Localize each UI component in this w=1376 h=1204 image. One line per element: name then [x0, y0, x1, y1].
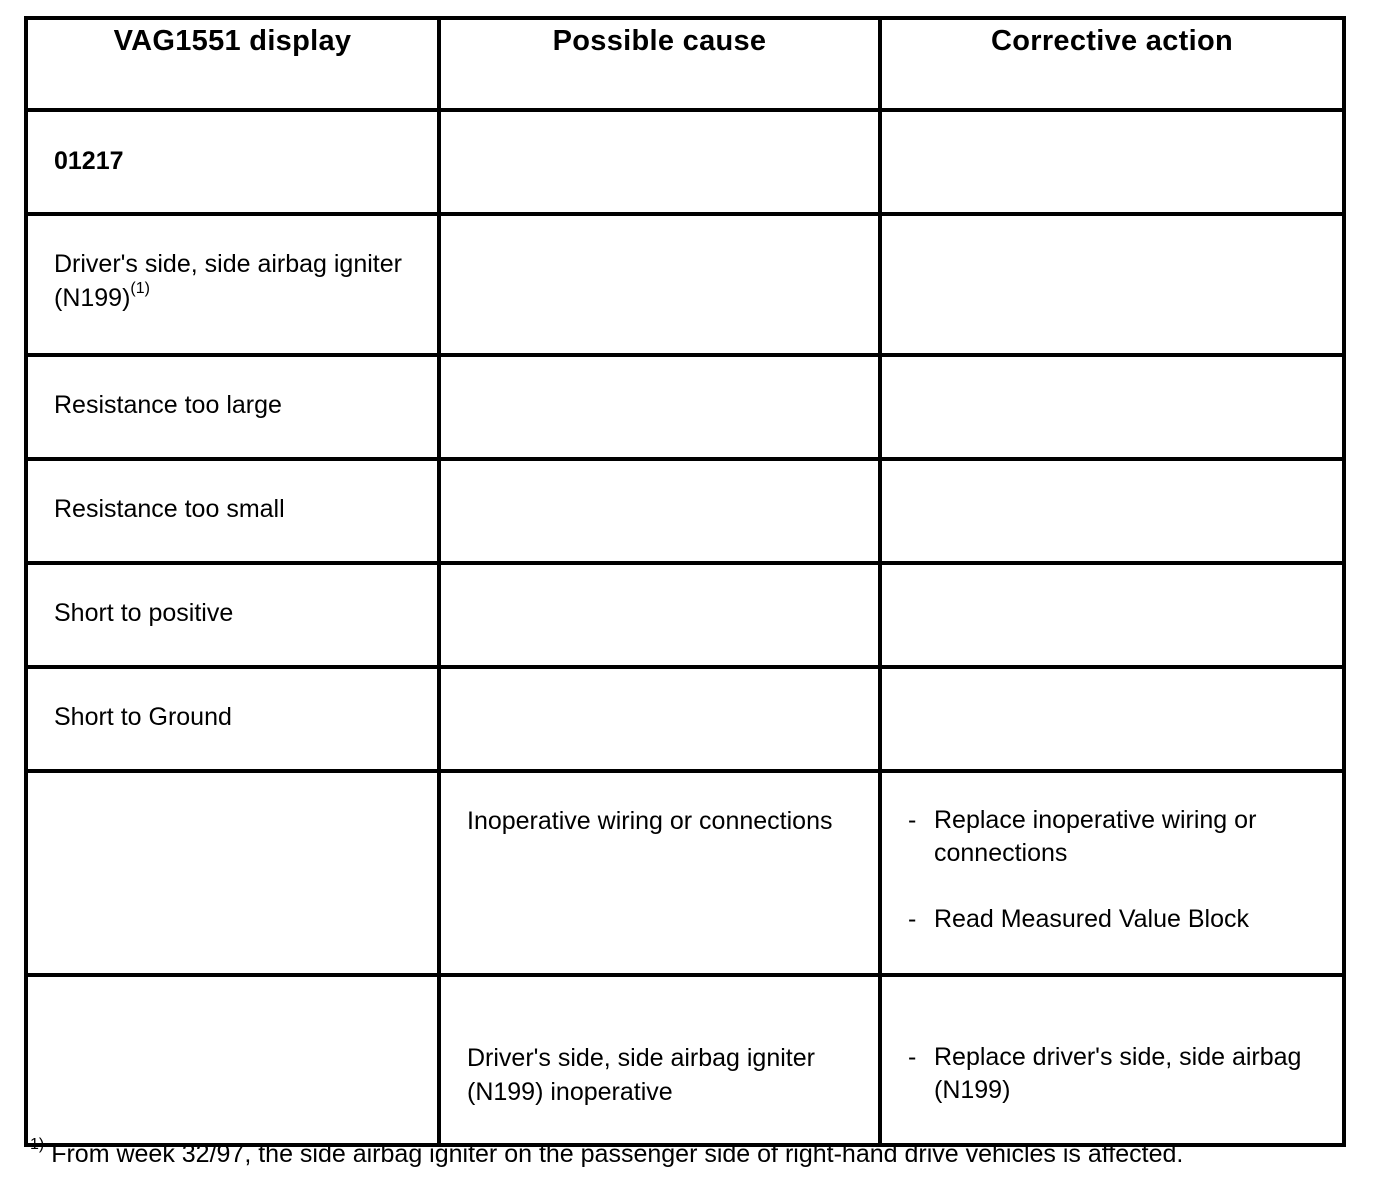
fault-type: Short to positive: [54, 599, 234, 627]
fault-table: [24, 16, 1346, 1147]
empty-cell: [26, 771, 439, 975]
fault-code-cell: [26, 110, 439, 214]
header-cause: Possible cause: [439, 18, 880, 110]
table-row: [26, 355, 1344, 459]
empty-cell: [439, 563, 880, 667]
empty-cell: [439, 459, 880, 563]
possible-cause: Inoperative wiring or connections: [467, 807, 833, 835]
table-row: [26, 975, 1344, 1145]
footnote-marker: 1): [30, 1135, 45, 1153]
dash-bullet: -: [908, 806, 917, 834]
action-item: [908, 903, 1318, 936]
empty-cell: [439, 667, 880, 771]
fault-type-cell: [26, 459, 439, 563]
fault-code: 01217: [54, 147, 124, 175]
header-action: Corrective action: [880, 18, 1344, 110]
fault-type-cell: [26, 667, 439, 771]
table-row: [26, 563, 1344, 667]
fault-type-cell: [26, 563, 439, 667]
empty-cell: [880, 563, 1344, 667]
empty-cell: [439, 214, 880, 355]
action-cell: [880, 771, 1344, 975]
table-row: [26, 459, 1344, 563]
action-cell: [880, 975, 1344, 1145]
header-row: [26, 18, 1344, 110]
fault-type: Short to Ground: [54, 703, 232, 731]
dash-bullet: -: [908, 1043, 917, 1071]
footnote-ref: (1): [130, 279, 150, 297]
action-item: [908, 1041, 1318, 1107]
footnote: [30, 1135, 1230, 1170]
empty-cell: [880, 214, 1344, 355]
empty-cell: [439, 355, 880, 459]
action-text: Replace driver's side, side airbag (N199): [934, 1043, 1302, 1104]
fault-type: Resistance too small: [54, 495, 285, 523]
component-cell: [26, 214, 439, 355]
table-row: [26, 667, 1344, 771]
table-row: [26, 771, 1344, 975]
action-text: Read Measured Value Block: [934, 905, 1249, 933]
cause-cell: [439, 771, 880, 975]
header-display: VAG1551 display: [26, 18, 439, 110]
action-item: [908, 804, 1318, 870]
action-text: Replace inoperative wiring or connections: [934, 806, 1257, 867]
empty-cell: [880, 355, 1344, 459]
empty-cell: [26, 975, 439, 1145]
footnote-text: From week 32/97, the side airbag igniter on the passenger side of right-hand drive vehicles is affected.: [51, 1140, 1184, 1168]
table-row: [26, 214, 1344, 355]
empty-cell: [880, 459, 1344, 563]
component-name: Driver's side, side airbag igniter (N199): [54, 250, 402, 312]
table-row: [26, 110, 1344, 214]
empty-cell: [439, 110, 880, 214]
empty-cell: [880, 667, 1344, 771]
empty-cell: [880, 110, 1344, 214]
possible-cause: Driver's side, side airbag igniter (N199) inoperative: [467, 1044, 815, 1106]
fault-type: Resistance too large: [54, 391, 282, 419]
cause-cell: [439, 975, 880, 1145]
dash-bullet: -: [908, 905, 917, 933]
fault-type-cell: [26, 355, 439, 459]
